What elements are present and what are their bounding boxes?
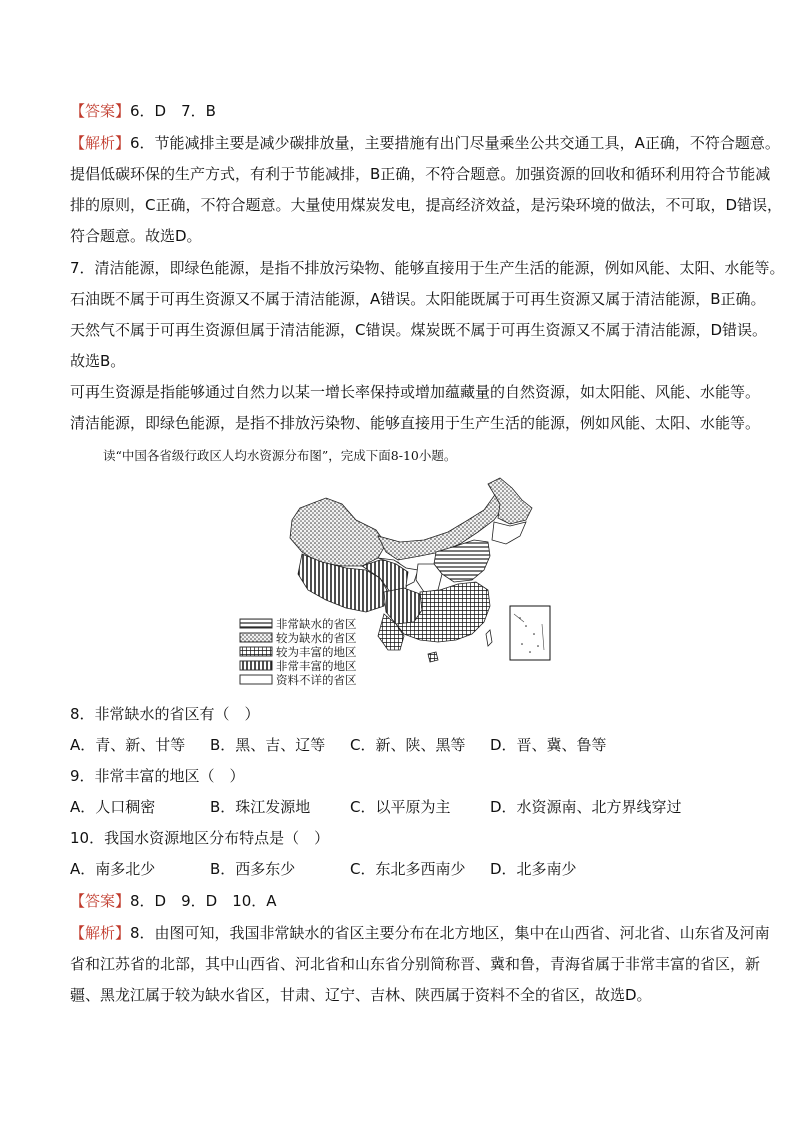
region-jilin-liaoning: [492, 522, 526, 544]
analysis-tag: 【解析】: [70, 134, 131, 152]
option-c: C．新、陕、黑等: [350, 736, 466, 754]
legend-item: 非常丰富的地区: [276, 659, 357, 673]
option-a: A．南多北少: [70, 860, 156, 878]
option-d: D．晋、冀、鲁等: [490, 736, 607, 754]
option-a: A．青、新、甘等: [70, 736, 186, 754]
answer-text: 6．D 7．B: [130, 102, 216, 120]
analysis-line: 省和江苏省的北部，其中山西省、河北省和山东省分别简称晋、冀和鲁，青海省属于非常丰富的省区，新: [70, 955, 761, 973]
analysis-line: 清洁能源，即绿色能源，是指不排放污染物、能够直接用于生产生活的能源，例如风能、太阳、水能等。: [70, 414, 761, 432]
analysis-line: 可再生资源是指能够通过自然力以某一增长率保持或增加蕴藏量的自然资源，如太阳能、风能、水能等。: [70, 383, 761, 401]
analysis-line: 提倡低碳环保的生产方式，有利于节能减排，B正确，不符合题意。加强资源的回收和循环利用符合节能减: [70, 165, 771, 183]
analysis-text: 6．节能减排主要是减少碳排放量，主要措施有出门尽量乘坐公共交通工具，A正确，不符合题意。: [130, 134, 780, 152]
analysis-tag: 【解析】: [70, 924, 131, 942]
region-taiwan: [486, 630, 492, 646]
analysis-line: 排的原则，C正确，不符合题意。大量使用煤炭发电，提高经济效益，是污染环境的做法，不可取，D错误，: [70, 196, 783, 214]
option-d: D．北多南少: [490, 860, 577, 878]
analysis-line: 天然气不属于可再生资源但属于清洁能源，C错误。煤炭既不属于可再生资源又不属于清洁能源，D错误。: [70, 321, 768, 339]
question-stem: 10．我国水资源地区分布特点是（ ）: [70, 829, 330, 847]
analysis-line: 故选B。: [70, 352, 126, 370]
china-water-resource-map: [238, 474, 558, 692]
answer-tag: 【答案】: [70, 102, 131, 120]
map-caption: 读“中国各省级行政区人均水资源分布图”，完成下面8-10小题。: [103, 448, 457, 463]
analysis-line: 7．清洁能源，即绿色能源，是指不排放污染物、能够直接用于生产生活的能源，例如风能、太阳、水能等。: [70, 259, 785, 277]
option-c: C．东北多西南少: [350, 860, 466, 878]
option-b: B．西多东少: [210, 860, 296, 878]
answer-tag: 【答案】: [70, 892, 131, 910]
answer-line-2: [70, 891, 277, 911]
analysis-text: 8．由图可知，我国非常缺水的省区主要分布在北方地区，集中在山西省、河北省、山东省及河南: [130, 924, 770, 942]
option-b: B．黑、吉、辽等: [210, 736, 326, 754]
question-stem: 8．非常缺水的省区有（ ）: [70, 705, 260, 723]
question-stem: 9．非常丰富的地区（ ）: [70, 767, 245, 785]
option-c: C．以平原为主: [350, 798, 451, 816]
legend-item: 资料不详的省区: [276, 673, 357, 687]
option-a: A．人口稠密: [70, 798, 156, 816]
answer-text: 8．D 9．D 10．A: [130, 892, 277, 910]
analysis-line: [70, 133, 780, 153]
analysis-line: [70, 923, 770, 943]
analysis-line: 疆、黑龙江属于较为缺水省区，甘肃、辽宁、吉林、陕西属于资料不全的省区，故选D。: [70, 986, 652, 1004]
analysis-line: 石油既不属于可再生资源又不属于清洁能源，A错误。太阳能既属于可再生资源又属于清洁能源，B正确。: [70, 290, 766, 308]
legend-item: 非常缺水的省区: [276, 617, 357, 631]
analysis-line: 符合题意。故选D。: [70, 227, 202, 245]
region-hainan: [428, 652, 438, 662]
option-b: B．珠江发源地: [210, 798, 311, 816]
option-d: D．水资源南、北方界线穿过: [490, 798, 682, 816]
legend-item: 较为丰富的地区: [276, 645, 357, 659]
answer-line-1: [70, 101, 216, 121]
legend-item: 较为缺水的省区: [276, 631, 357, 645]
